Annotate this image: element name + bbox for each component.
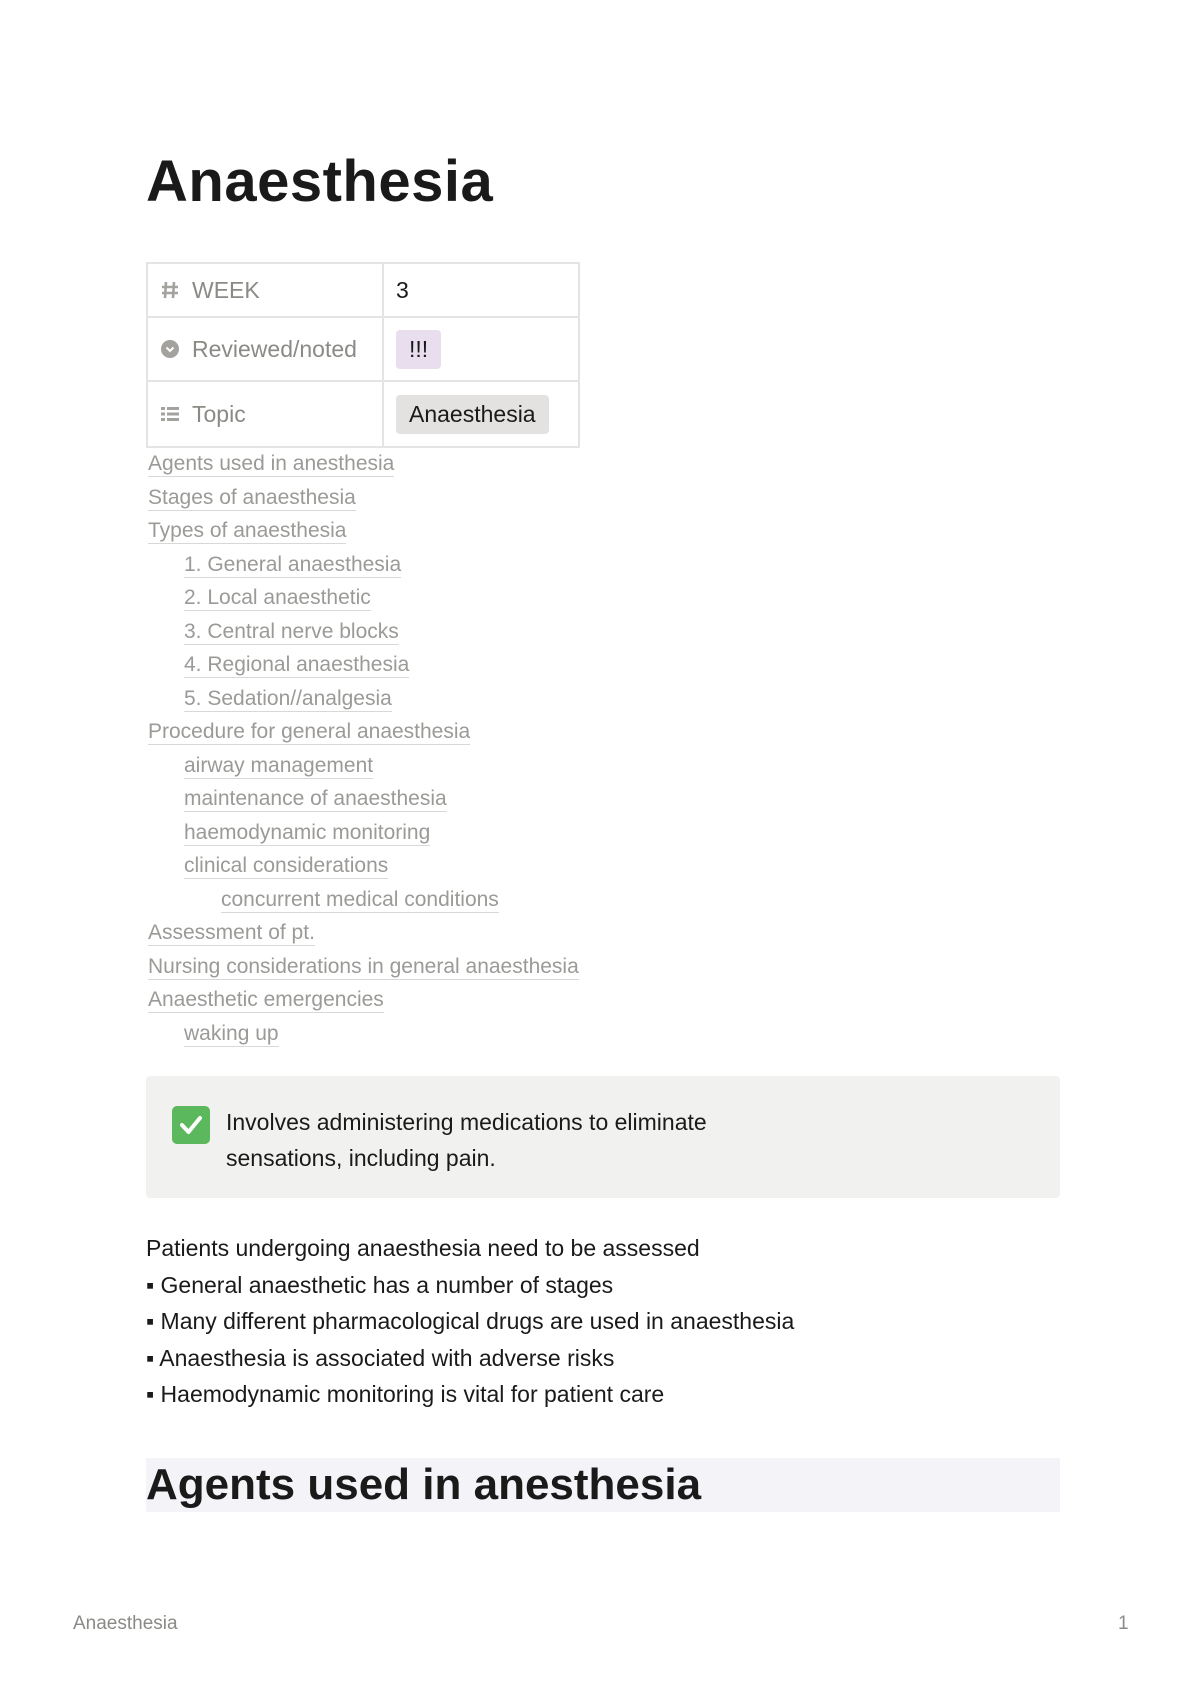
toc-link-concurrent[interactable]: concurrent medical conditions (221, 887, 499, 911)
toc-link-regional[interactable]: 4. Regional anaesthesia (184, 653, 410, 676)
callout-line: Involves administering medications to eliminate (226, 1109, 707, 1135)
toc-link-clinical[interactable]: clinical considerations (184, 854, 389, 877)
toc-link-agents[interactable]: Agents used in anesthesia (148, 452, 395, 475)
bullet-item: ▪ Haemodynamic monitoring is vital for patient care (146, 1381, 665, 1407)
toc-link-central-nerve[interactable]: 3. Central nerve blocks (184, 619, 399, 643)
check-mark-icon (172, 1106, 210, 1144)
topic-tag[interactable]: Anaesthesia (396, 395, 549, 434)
callout-line: sensations, including pain. (226, 1145, 496, 1171)
property-topic (147, 381, 579, 447)
toc-link-stages[interactable]: Stages of anaesthesia (148, 485, 356, 509)
toc-link-local[interactable]: 2. Local anaesthetic (184, 586, 371, 609)
property-week (147, 263, 579, 317)
callout-text (226, 1104, 746, 1198)
footer-page-number: 1 (1118, 1613, 1129, 1634)
section-heading-block (146, 1458, 1060, 1512)
intro-line: Patients undergoing anaesthesia need to be assessed (146, 1235, 700, 1261)
toc-link-haemodynamic[interactable]: haemodynamic monitoring (184, 820, 431, 844)
callout (146, 1076, 1060, 1198)
toc-link-airway[interactable]: airway management (184, 753, 374, 777)
toc-link-types[interactable]: Types of anaesthesia (148, 519, 347, 542)
toc-link-emergencies[interactable]: Anaesthetic emergencies (148, 988, 384, 1011)
toc-link-nursing[interactable]: Nursing considerations in general anaesthesia (148, 954, 579, 978)
toc-link-assessment[interactable]: Assessment of pt. (148, 921, 315, 944)
multi-select-list-icon (160, 404, 180, 424)
property-reviewed (147, 317, 579, 381)
select-circle-icon (160, 339, 180, 359)
section-heading: Agents used in anesthesia (146, 1460, 702, 1509)
properties-table (146, 262, 580, 448)
table-of-contents (148, 449, 848, 1052)
property-label-week: WEEK (192, 276, 260, 303)
bullet-item: ▪ Many different pharmacological drugs are used in anaesthesia (146, 1308, 795, 1334)
number-hash-icon (160, 280, 180, 300)
toc-link-waking-up[interactable]: waking up (184, 1021, 279, 1045)
reviewed-tag[interactable]: !!! (396, 330, 441, 369)
toc-link-general[interactable]: 1. General anaesthesia (184, 552, 402, 576)
body-paragraph (146, 1230, 1060, 1413)
property-label-topic: Topic (192, 400, 246, 427)
property-value-week[interactable]: 3 (383, 263, 579, 317)
toc-link-sedation[interactable]: 5. Sedation//analgesia (184, 686, 392, 710)
page-title: Anaesthesia (146, 149, 494, 214)
bullet-item: ▪ Anaesthesia is associated with adverse risks (146, 1344, 615, 1371)
footer-title: Anaesthesia (73, 1613, 178, 1634)
toc-link-maintenance[interactable]: maintenance of anaesthesia (184, 787, 447, 810)
toc-link-procedure[interactable]: Procedure for general anaesthesia (148, 720, 471, 743)
bullet-item: ▪ General anaesthetic has a number of stages (146, 1271, 614, 1298)
property-label-reviewed: Reviewed/noted (192, 335, 357, 362)
